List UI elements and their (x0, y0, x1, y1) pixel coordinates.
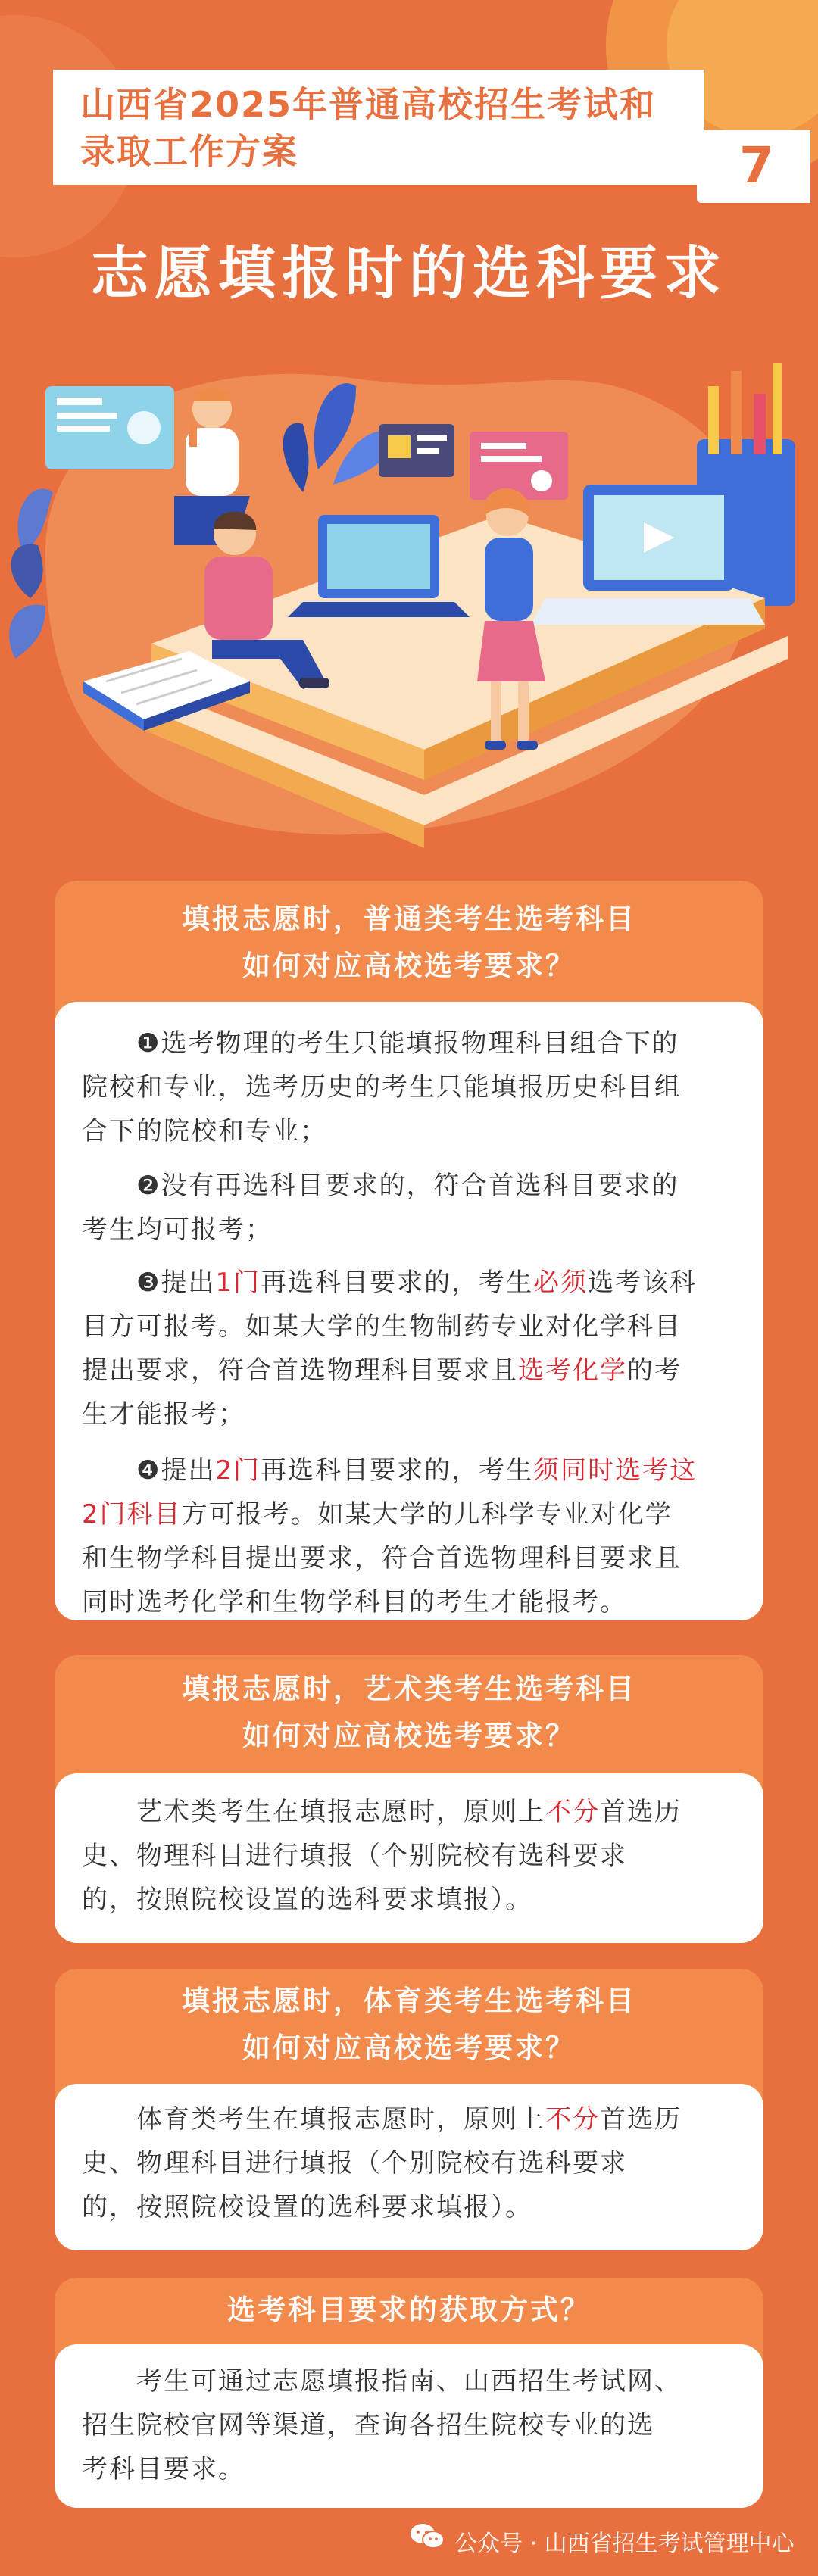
highlight-text: 选考化学 (518, 1355, 627, 1386)
text: 和生物学科目提出要求，符合首选物理科目要求且 (82, 1543, 682, 1573)
header-title-line1: 山西省2025年普通高校招生考试和 (80, 84, 657, 125)
card1-header-line1: 填报志愿时，普通类考生选考科目 (182, 903, 636, 935)
header-title-box (53, 70, 704, 185)
text: 的，按照院校设置的选科要求填报）。 (82, 2192, 532, 2222)
text: 考科目要求。 (82, 2454, 245, 2484)
text: 院校和专业，选考历史的考生只能填报历史科目组 (82, 1072, 682, 1102)
text: 再选科目要求的，考生 (261, 1268, 534, 1298)
text: 生才能报考； (82, 1399, 245, 1430)
text: 考生可通过志愿填报指南、山西招生考试网、 (136, 2366, 682, 2397)
text: 史、物理科目进行填报（个别院校有选科要求 (82, 2148, 627, 2178)
highlight-text: 2门 (215, 1455, 261, 1486)
page-title: 志愿填报时的选科要求 (91, 239, 727, 307)
header-title-line2: 录取工作方案 (80, 131, 298, 172)
item-number-4: ❹ (136, 1455, 161, 1486)
item-number-2: ❷ (136, 1171, 161, 1201)
text: 没有再选科目要求的，符合首选科目要求的 (161, 1171, 679, 1201)
text: 招生院校官网等渠道，查询各招生院校专业的选 (82, 2410, 654, 2440)
card2-paragraph (82, 1790, 736, 1922)
card1-paragraph-2 (82, 1164, 736, 1252)
card-sports-students (55, 1969, 763, 2250)
section-number: 7 (739, 136, 774, 195)
item-number-1: ❶ (136, 1028, 161, 1059)
card3-header (55, 1978, 763, 2072)
wechat-icon (409, 2521, 445, 2552)
card1-paragraph-3 (82, 1261, 736, 1436)
card1-header-line2: 如何对应高校选考要求？ (242, 950, 576, 982)
card1-header (55, 896, 763, 990)
card3-paragraph (82, 2097, 736, 2229)
highlight-text: 1门 (215, 1268, 261, 1298)
text: 艺术类考生在填报志愿时，原则上 (136, 1797, 545, 1827)
text: 选考该科 (588, 1268, 698, 1298)
text: 史、物理科目进行填报（个别院校有选科要求 (82, 1841, 627, 1871)
card4-body (55, 2344, 763, 2508)
text: 提出要求，符合首选物理科目要求且 (82, 1355, 518, 1386)
text: 再选科目要求的，考生 (261, 1455, 534, 1486)
text: 合下的院校和专业； (82, 1116, 327, 1146)
card2-body (55, 1773, 763, 1943)
highlight-text: 必须 (533, 1268, 589, 1298)
card4-paragraph (82, 2359, 736, 2491)
footer-attribution (409, 2520, 803, 2558)
section-number-tab (697, 130, 810, 203)
item-number-3: ❸ (136, 1268, 161, 1298)
card3-header-line2: 如何对应高校选考要求？ (242, 2032, 576, 2064)
card2-header (55, 1666, 763, 1760)
text: 目方可报考。如某大学的生物制药专业对化学科目 (82, 1311, 682, 1342)
card3-body (55, 2084, 763, 2250)
card-how-to-get-requirements (55, 2278, 763, 2508)
card1-paragraph-1 (82, 1021, 736, 1153)
card1-paragraph-4 (82, 1449, 736, 1624)
text: 的考 (627, 1355, 682, 1386)
highlight-text: 不分 (545, 1797, 600, 1827)
text: 同时选考化学和生物学科目的考生才能报考。 (82, 1587, 627, 1617)
text: 选考物理的考生只能填报物理科目组合下的 (161, 1028, 679, 1059)
floating-screen-left (45, 386, 174, 469)
card-general-students (55, 881, 763, 1620)
text: 提出 (161, 1455, 216, 1486)
highlight-text: 2门科目 (82, 1499, 182, 1530)
text: 考生均可报考； (82, 1215, 273, 1245)
card2-header-line2: 如何对应高校选考要求？ (242, 1720, 576, 1752)
text: 方可报考。如某大学的儿科学专业对化学 (181, 1499, 673, 1530)
floating-screen-right (470, 432, 568, 500)
study-illustration (0, 326, 818, 871)
footer-text: 公众号 · 山西省招生考试管理中心 (454, 2531, 795, 2557)
text: 首选历 (600, 2104, 682, 2135)
card4-header (55, 2287, 763, 2334)
card-art-students (55, 1655, 763, 1943)
card1-body (55, 1002, 763, 1620)
text: 首选历 (600, 1797, 682, 1827)
floating-screen-center (379, 424, 454, 477)
highlight-text: 须同时选考这 (533, 1455, 698, 1486)
text: 体育类考生在填报志愿时，原则上 (136, 2104, 545, 2135)
card4-header-line1: 选考科目要求的获取方式？ (227, 2294, 591, 2326)
text: 提出 (161, 1268, 216, 1298)
card2-header-line1: 填报志愿时，艺术类考生选考科目 (182, 1673, 636, 1705)
highlight-text: 不分 (545, 2104, 600, 2135)
card3-header-line1: 填报志愿时，体育类考生选考科目 (182, 1985, 636, 2017)
text: 的，按照院校设置的选科要求填报）。 (82, 1885, 532, 1915)
